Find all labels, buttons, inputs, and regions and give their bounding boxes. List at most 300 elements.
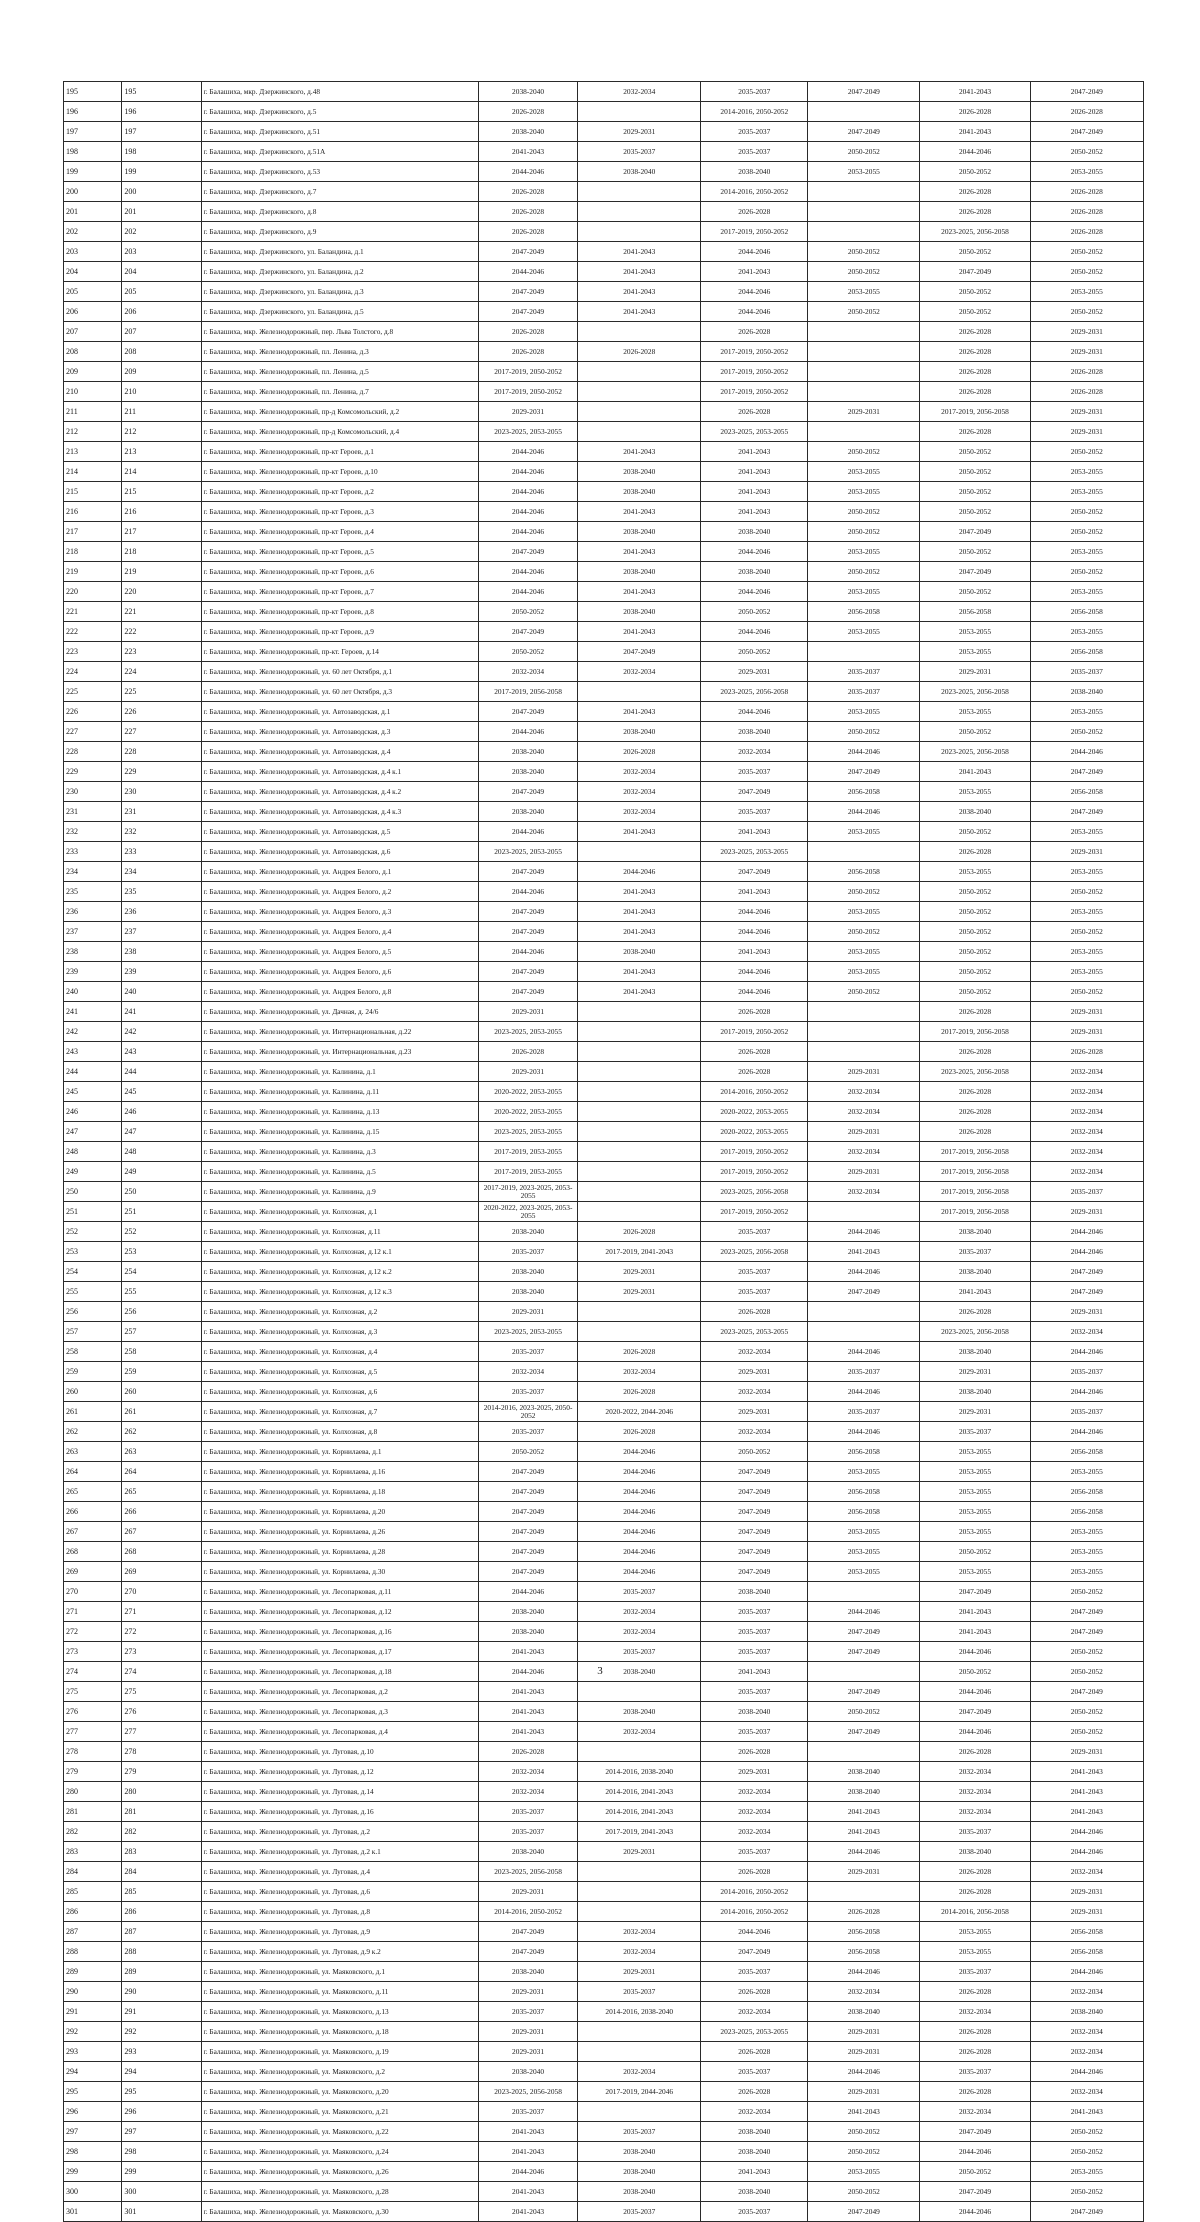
period-cell-6: 2050-2052 <box>1030 522 1143 542</box>
period-cell-4: 2050-2052 <box>808 522 920 542</box>
period-cell-6: 2053-2055 <box>1030 482 1143 502</box>
row-index: 272 <box>64 1622 122 1642</box>
period-cell-5: 2050-2052 <box>920 502 1030 522</box>
period-cell-3: 2020-2022, 2053-2055 <box>701 1102 808 1122</box>
period-cell-2: 2032-2034 <box>578 1362 701 1382</box>
period-cell-1: 2029-2031 <box>479 2022 578 2042</box>
period-cell-1: 2047-2049 <box>479 1562 578 1582</box>
period-cell-5: 2050-2052 <box>920 482 1030 502</box>
period-cell-6: 2029-2031 <box>1030 322 1143 342</box>
row-number: 297 <box>122 2122 201 2142</box>
period-cell-4: 2032-2034 <box>808 1182 920 1202</box>
period-cell-6: 2050-2052 <box>1030 982 1143 1002</box>
period-cell-6: 2050-2052 <box>1030 1582 1143 1602</box>
period-cell-2: 2029-2031 <box>578 1282 701 1302</box>
row-index: 229 <box>64 762 122 782</box>
table-row <box>64 742 1144 762</box>
period-cell-3: 2047-2049 <box>701 862 808 882</box>
period-cell-4: 2053-2055 <box>808 1542 920 1562</box>
period-cell-2: 2044-2046 <box>578 1562 701 1582</box>
period-cell-6: 2056-2058 <box>1030 1482 1143 1502</box>
period-cell-2: 2035-2037 <box>578 142 701 162</box>
row-index: 288 <box>64 1942 122 1962</box>
row-index: 268 <box>64 1542 122 1562</box>
period-cell-5: 2056-2058 <box>920 602 1030 622</box>
period-cell-5: 2038-2040 <box>920 1842 1030 1862</box>
period-cell-5: 2038-2040 <box>920 1342 1030 1362</box>
period-cell-4: 2029-2031 <box>808 1122 920 1142</box>
period-cell-5: 2053-2055 <box>920 1502 1030 1522</box>
table-row <box>64 2062 1144 2082</box>
row-number: 279 <box>122 1762 201 1782</box>
row-index: 298 <box>64 2142 122 2162</box>
period-cell-3: 2017-2019, 2050-2052 <box>701 342 808 362</box>
period-cell-1: 2035-2037 <box>479 1382 578 1402</box>
address-cell: г. Балашиха, мкр. Железнодорожный, ул. 60 лет Октября, д.3 <box>201 682 478 702</box>
row-index: 300 <box>64 2182 122 2202</box>
address-cell: г. Балашиха, мкр. Железнодорожный, ул. Интернациональная, д.23 <box>201 1042 478 1062</box>
period-cell-2: 2047-2049 <box>578 642 701 662</box>
address-cell: г. Балашиха, мкр. Железнодорожный, ул. Корнилаева, д.1 <box>201 1442 478 1462</box>
period-cell-4: 2047-2049 <box>808 82 920 102</box>
period-cell-6: 2044-2046 <box>1030 1842 1143 1862</box>
table-row <box>64 2042 1144 2062</box>
table-row <box>64 1122 1144 1142</box>
table-row <box>64 982 1144 1002</box>
row-index: 218 <box>64 542 122 562</box>
period-cell-6: 2044-2046 <box>1030 2062 1143 2082</box>
row-index: 285 <box>64 1882 122 1902</box>
period-cell-6: 2041-2043 <box>1030 1782 1143 1802</box>
row-index: 262 <box>64 1422 122 1442</box>
period-cell-4: 2044-2046 <box>808 1422 920 1442</box>
period-cell-1: 2035-2037 <box>479 2002 578 2022</box>
row-index: 296 <box>64 2102 122 2122</box>
period-cell-2 <box>578 1682 701 1702</box>
period-cell-6: 2050-2052 <box>1030 2182 1143 2202</box>
row-index: 252 <box>64 1222 122 1242</box>
period-cell-5: 2026-2028 <box>920 202 1030 222</box>
period-cell-4: 2035-2037 <box>808 682 920 702</box>
row-index: 290 <box>64 1982 122 2002</box>
period-cell-3: 2035-2037 <box>701 1222 808 1242</box>
period-cell-1: 2047-2049 <box>479 782 578 802</box>
address-cell: г. Балашиха, мкр. Железнодорожный, ул. Луговая, д.12 <box>201 1762 478 1782</box>
period-cell-6: 2026-2028 <box>1030 222 1143 242</box>
row-number: 223 <box>122 642 201 662</box>
row-number: 286 <box>122 1902 201 1922</box>
table-row <box>64 1842 1144 1862</box>
period-cell-6: 2050-2052 <box>1030 262 1143 282</box>
period-cell-4: 2047-2049 <box>808 2202 920 2222</box>
period-cell-2 <box>578 2102 701 2122</box>
period-cell-3: 2032-2034 <box>701 1782 808 1802</box>
period-cell-5: 2017-2019, 2056-2058 <box>920 1142 1030 1162</box>
period-cell-3: 2038-2040 <box>701 562 808 582</box>
table-row <box>64 622 1144 642</box>
table-row <box>64 1502 1144 1522</box>
period-cell-3: 2041-2043 <box>701 442 808 462</box>
period-cell-4: 2026-2028 <box>808 1902 920 1922</box>
period-cell-2 <box>578 1022 701 1042</box>
row-number: 240 <box>122 982 201 1002</box>
period-cell-1: 2041-2043 <box>479 2202 578 2222</box>
address-cell: г. Балашиха, мкр. Дзержинского, ул. Баландина, д.1 <box>201 242 478 262</box>
period-cell-2 <box>578 202 701 222</box>
period-cell-5: 2050-2052 <box>920 902 1030 922</box>
period-cell-5: 2026-2028 <box>920 1042 1030 1062</box>
period-cell-1: 2038-2040 <box>479 1842 578 1862</box>
period-cell-6: 2044-2046 <box>1030 742 1143 762</box>
period-cell-5: 2032-2034 <box>920 1762 1030 1782</box>
period-cell-2: 2044-2046 <box>578 1442 701 1462</box>
period-cell-2 <box>578 1322 701 1342</box>
period-cell-5: 2053-2055 <box>920 1562 1030 1582</box>
address-cell: г. Балашиха, мкр. Дзержинского, д.53 <box>201 162 478 182</box>
period-cell-5: 2032-2034 <box>920 2102 1030 2122</box>
period-cell-3: 2026-2028 <box>701 1062 808 1082</box>
period-cell-3: 2041-2043 <box>701 262 808 282</box>
row-number: 290 <box>122 1982 201 2002</box>
row-index: 209 <box>64 362 122 382</box>
table-row <box>64 2082 1144 2102</box>
period-cell-3: 2023-2025, 2053-2055 <box>701 422 808 442</box>
row-index: 208 <box>64 342 122 362</box>
period-cell-4: 2035-2037 <box>808 1362 920 1382</box>
period-cell-2: 2026-2028 <box>578 742 701 762</box>
table-row <box>64 1642 1144 1662</box>
period-cell-5: 2026-2028 <box>920 1002 1030 1022</box>
period-cell-2: 2041-2043 <box>578 262 701 282</box>
row-number: 207 <box>122 322 201 342</box>
period-cell-1: 2050-2052 <box>479 1442 578 1462</box>
table-row <box>64 1722 1144 1742</box>
period-cell-2: 2041-2043 <box>578 902 701 922</box>
address-cell: г. Балашиха, мкр. Железнодорожный, ул. Маяковского, д.21 <box>201 2102 478 2122</box>
period-cell-6: 2050-2052 <box>1030 2142 1143 2162</box>
row-number: 296 <box>122 2102 201 2122</box>
table-row <box>64 1162 1144 1182</box>
period-cell-5: 2014-2016, 2056-2058 <box>920 1902 1030 1922</box>
period-cell-3: 2044-2046 <box>701 242 808 262</box>
table-row <box>64 2182 1144 2202</box>
period-cell-5: 2026-2028 <box>920 1862 1030 1882</box>
period-cell-1: 2029-2031 <box>479 402 578 422</box>
table-row <box>64 942 1144 962</box>
address-cell: г. Балашиха, мкр. Железнодорожный, ул. Луговая, д.4 <box>201 1862 478 1882</box>
period-cell-6: 2053-2055 <box>1030 282 1143 302</box>
period-cell-5: 2047-2049 <box>920 262 1030 282</box>
period-cell-1: 2017-2019, 2023-2025, 2053-2055 <box>479 1182 578 1202</box>
period-cell-2: 2032-2034 <box>578 802 701 822</box>
table-row <box>64 1522 1144 1542</box>
period-cell-4: 2047-2049 <box>808 122 920 142</box>
period-cell-4 <box>808 1742 920 1762</box>
period-cell-3: 2032-2034 <box>701 1822 808 1842</box>
address-cell: г. Балашиха, мкр. Железнодорожный, ул. Лесопарковая, д.2 <box>201 1682 478 1702</box>
table-row <box>64 962 1144 982</box>
period-cell-3: 2017-2019, 2050-2052 <box>701 1162 808 1182</box>
table-row <box>64 1922 1144 1942</box>
row-index: 279 <box>64 1762 122 1782</box>
period-cell-5: 2050-2052 <box>920 822 1030 842</box>
schedule-table <box>63 81 1144 2222</box>
period-cell-5: 2050-2052 <box>920 282 1030 302</box>
period-cell-6: 2047-2049 <box>1030 1602 1143 1622</box>
period-cell-3: 2035-2037 <box>701 2062 808 2082</box>
address-cell: г. Балашиха, мкр. Железнодорожный, ул. Лесопарковая, д.18 <box>201 1662 478 1682</box>
period-cell-2: 2032-2034 <box>578 2062 701 2082</box>
row-number: 250 <box>122 1182 201 1202</box>
period-cell-2 <box>578 1202 701 1222</box>
address-cell: г. Балашиха, мкр. Железнодорожный, ул. Колхозная, д.12 к.2 <box>201 1262 478 1282</box>
period-cell-3: 2044-2046 <box>701 282 808 302</box>
row-index: 257 <box>64 1322 122 1342</box>
period-cell-1: 2044-2046 <box>479 2162 578 2182</box>
period-cell-1: 2029-2031 <box>479 1982 578 2002</box>
period-cell-2 <box>578 1122 701 1142</box>
period-cell-2: 2038-2040 <box>578 1702 701 1722</box>
period-cell-5: 2041-2043 <box>920 122 1030 142</box>
period-cell-4 <box>808 422 920 442</box>
period-cell-3: 2014-2016, 2050-2052 <box>701 102 808 122</box>
address-cell: г. Балашиха, мкр. Железнодорожный, ул. Автозаводская, д.4 к.2 <box>201 782 478 802</box>
period-cell-6: 2047-2049 <box>1030 82 1143 102</box>
period-cell-1: 2023-2025, 2053-2055 <box>479 842 578 862</box>
row-number: 284 <box>122 1862 201 1882</box>
table-row <box>64 102 1144 122</box>
period-cell-2: 2038-2040 <box>578 1662 701 1682</box>
period-cell-3: 2026-2028 <box>701 1742 808 1762</box>
period-cell-1: 2044-2046 <box>479 1582 578 1602</box>
address-cell: г. Балашиха, мкр. Железнодорожный, ул. Корнилаева, д.28 <box>201 1542 478 1562</box>
period-cell-3: 2023-2025, 2053-2055 <box>701 842 808 862</box>
period-cell-3: 2017-2019, 2050-2052 <box>701 1022 808 1042</box>
period-cell-2: 2041-2043 <box>578 622 701 642</box>
row-index: 200 <box>64 182 122 202</box>
period-cell-3: 2026-2028 <box>701 1002 808 1022</box>
period-cell-1: 2041-2043 <box>479 1682 578 1702</box>
period-cell-4: 2050-2052 <box>808 722 920 742</box>
period-cell-5: 2041-2043 <box>920 1282 1030 1302</box>
period-cell-2: 2038-2040 <box>578 562 701 582</box>
row-number: 215 <box>122 482 201 502</box>
period-cell-4: 2029-2031 <box>808 1062 920 1082</box>
period-cell-4: 2050-2052 <box>808 2122 920 2142</box>
row-number: 293 <box>122 2042 201 2062</box>
table-row <box>64 882 1144 902</box>
period-cell-5: 2026-2028 <box>920 342 1030 362</box>
period-cell-6: 2032-2034 <box>1030 1082 1143 1102</box>
period-cell-3: 2026-2028 <box>701 1042 808 1062</box>
period-cell-1: 2044-2046 <box>479 262 578 282</box>
period-cell-5: 2026-2028 <box>920 382 1030 402</box>
table-row <box>64 1682 1144 1702</box>
table-row <box>64 762 1144 782</box>
table-row <box>64 1022 1144 1042</box>
period-cell-5: 2017-2019, 2056-2058 <box>920 1022 1030 1042</box>
period-cell-4: 2053-2055 <box>808 1522 920 1542</box>
row-number: 208 <box>122 342 201 362</box>
period-cell-2: 2032-2034 <box>578 1622 701 1642</box>
row-index: 202 <box>64 222 122 242</box>
period-cell-6: 2050-2052 <box>1030 1662 1143 1682</box>
period-cell-5: 2053-2055 <box>920 1442 1030 1462</box>
row-index: 224 <box>64 662 122 682</box>
table-row <box>64 802 1144 822</box>
period-cell-5: 2038-2040 <box>920 1382 1030 1402</box>
address-cell: г. Балашиха, мкр. Железнодорожный, ул. Колхозная, д.8 <box>201 1422 478 1442</box>
row-number: 229 <box>122 762 201 782</box>
period-cell-3: 2023-2025, 2056-2058 <box>701 682 808 702</box>
table-row <box>64 922 1144 942</box>
row-number: 289 <box>122 1962 201 1982</box>
period-cell-4: 2047-2049 <box>808 1282 920 1302</box>
period-cell-5: 2023-2025, 2056-2058 <box>920 1062 1030 1082</box>
period-cell-6: 2026-2028 <box>1030 102 1143 122</box>
row-number: 298 <box>122 2142 201 2162</box>
period-cell-4 <box>808 102 920 122</box>
period-cell-4: 2047-2049 <box>808 1622 920 1642</box>
address-cell: г. Балашиха, мкр. Железнодорожный, пр-кт Героев, д.9 <box>201 622 478 642</box>
period-cell-1: 2035-2037 <box>479 1242 578 1262</box>
period-cell-1: 2041-2043 <box>479 2182 578 2202</box>
row-number: 299 <box>122 2162 201 2182</box>
period-cell-2: 2026-2028 <box>578 1342 701 1362</box>
period-cell-5: 2035-2037 <box>920 1242 1030 1262</box>
period-cell-4 <box>808 322 920 342</box>
period-cell-5: 2053-2055 <box>920 1942 1030 1962</box>
period-cell-1: 2044-2046 <box>479 562 578 582</box>
period-cell-6: 2056-2058 <box>1030 642 1143 662</box>
table-row <box>64 1342 1144 1362</box>
period-cell-6: 2032-2034 <box>1030 2042 1143 2062</box>
address-cell: г. Балашиха, мкр. Железнодорожный, ул. Луговая, д.9 к.2 <box>201 1942 478 1962</box>
period-cell-6: 2050-2052 <box>1030 142 1143 162</box>
table-row <box>64 1042 1144 1062</box>
period-cell-2: 2017-2019, 2044-2046 <box>578 2082 701 2102</box>
address-cell: г. Балашиха, мкр. Железнодорожный, ул. Лесопарковая, д.16 <box>201 1622 478 1642</box>
row-index: 231 <box>64 802 122 822</box>
period-cell-2 <box>578 1882 701 1902</box>
table-row <box>64 362 1144 382</box>
period-cell-5: 2032-2034 <box>920 2002 1030 2022</box>
period-cell-2: 2014-2016, 2041-2043 <box>578 1782 701 1802</box>
period-cell-2: 2032-2034 <box>578 1922 701 1942</box>
address-cell: г. Балашиха, мкр. Железнодорожный, ул. Лесопарковая, д.17 <box>201 1642 478 1662</box>
period-cell-1: 2029-2031 <box>479 2042 578 2062</box>
address-cell: г. Балашиха, мкр. Железнодорожный, ул. Андрея Белого, д.8 <box>201 982 478 1002</box>
address-cell: г. Балашиха, мкр. Железнодорожный, ул. Маяковского, д.18 <box>201 2022 478 2042</box>
row-number: 269 <box>122 1562 201 1582</box>
table-row <box>64 2102 1144 2122</box>
period-cell-3: 2035-2037 <box>701 802 808 822</box>
table-row <box>64 82 1144 102</box>
period-cell-1: 2017-2019, 2056-2058 <box>479 682 578 702</box>
period-cell-1: 2026-2028 <box>479 222 578 242</box>
period-cell-6: 2044-2046 <box>1030 1342 1143 1362</box>
period-cell-6: 2032-2034 <box>1030 1862 1143 1882</box>
row-index: 301 <box>64 2202 122 2222</box>
period-cell-2 <box>578 1062 701 1082</box>
period-cell-3: 2035-2037 <box>701 1602 808 1622</box>
period-cell-6: 2053-2055 <box>1030 702 1143 722</box>
period-cell-4 <box>808 182 920 202</box>
period-cell-3: 2035-2037 <box>701 1282 808 1302</box>
period-cell-2: 2026-2028 <box>578 342 701 362</box>
row-index: 230 <box>64 782 122 802</box>
period-cell-1: 2035-2037 <box>479 1342 578 1362</box>
table-row <box>64 1362 1144 1382</box>
period-cell-5: 2026-2028 <box>920 1122 1030 1142</box>
address-cell: г. Балашиха, мкр. Железнодорожный, ул. Калинина, д.15 <box>201 1122 478 1142</box>
period-cell-2: 2041-2043 <box>578 822 701 842</box>
table-row <box>64 322 1144 342</box>
period-cell-1: 2023-2025, 2053-2055 <box>479 422 578 442</box>
row-index: 273 <box>64 1642 122 1662</box>
address-cell: г. Балашиха, мкр. Железнодорожный, пр-кт Героев, д.5 <box>201 542 478 562</box>
period-cell-5: 2017-2019, 2056-2058 <box>920 1182 1030 1202</box>
address-cell: г. Балашиха, мкр. Железнодорожный, ул. Андрея Белого, д.4 <box>201 922 478 942</box>
row-number: 220 <box>122 582 201 602</box>
period-cell-2: 2041-2043 <box>578 242 701 262</box>
period-cell-4 <box>808 222 920 242</box>
row-number: 257 <box>122 1322 201 1342</box>
period-cell-4: 2056-2058 <box>808 1442 920 1462</box>
row-index: 207 <box>64 322 122 342</box>
period-cell-6: 2029-2031 <box>1030 1202 1143 1222</box>
period-cell-4: 2050-2052 <box>808 302 920 322</box>
period-cell-3: 2041-2043 <box>701 482 808 502</box>
period-cell-4 <box>808 362 920 382</box>
table-row <box>64 442 1144 462</box>
period-cell-2 <box>578 1102 701 1122</box>
row-number: 216 <box>122 502 201 522</box>
row-index: 249 <box>64 1162 122 1182</box>
address-cell: г. Балашиха, мкр. Железнодорожный, ул. Колхозная, д.1 <box>201 1202 478 1222</box>
address-cell: г. Балашиха, мкр. Железнодорожный, ул. Андрея Белого, д.5 <box>201 942 478 962</box>
period-cell-1: 2017-2019, 2050-2052 <box>479 362 578 382</box>
row-number: 227 <box>122 722 201 742</box>
address-cell: г. Балашиха, мкр. Железнодорожный, ул. Андрея Белого, д.1 <box>201 862 478 882</box>
period-cell-1: 2020-2022, 2053-2055 <box>479 1102 578 1122</box>
row-index: 292 <box>64 2022 122 2042</box>
period-cell-4 <box>808 842 920 862</box>
period-cell-4 <box>808 342 920 362</box>
period-cell-4: 2050-2052 <box>808 242 920 262</box>
address-cell: г. Балашиха, мкр. Дзержинского, д.5 <box>201 102 478 122</box>
row-index: 253 <box>64 1242 122 1262</box>
period-cell-6: 2038-2040 <box>1030 2002 1143 2022</box>
address-cell: г. Балашиха, мкр. Железнодорожный, пер. Льва Толстого, д.8 <box>201 322 478 342</box>
period-cell-3: 2014-2016, 2050-2052 <box>701 1882 808 1902</box>
table-row <box>64 122 1144 142</box>
period-cell-1: 2041-2043 <box>479 2142 578 2162</box>
row-index: 291 <box>64 2002 122 2022</box>
period-cell-4: 2044-2046 <box>808 802 920 822</box>
period-cell-4: 2029-2031 <box>808 1862 920 1882</box>
period-cell-5: 2026-2028 <box>920 2082 1030 2102</box>
table-row <box>64 2142 1144 2162</box>
period-cell-4: 2041-2043 <box>808 2102 920 2122</box>
period-cell-3: 2029-2031 <box>701 1402 808 1422</box>
period-cell-3: 2023-2025, 2056-2058 <box>701 1242 808 1262</box>
period-cell-1: 2017-2019, 2053-2055 <box>479 1142 578 1162</box>
row-index: 213 <box>64 442 122 462</box>
period-cell-4: 2050-2052 <box>808 142 920 162</box>
row-index: 195 <box>64 82 122 102</box>
period-cell-5: 2038-2040 <box>920 1222 1030 1242</box>
